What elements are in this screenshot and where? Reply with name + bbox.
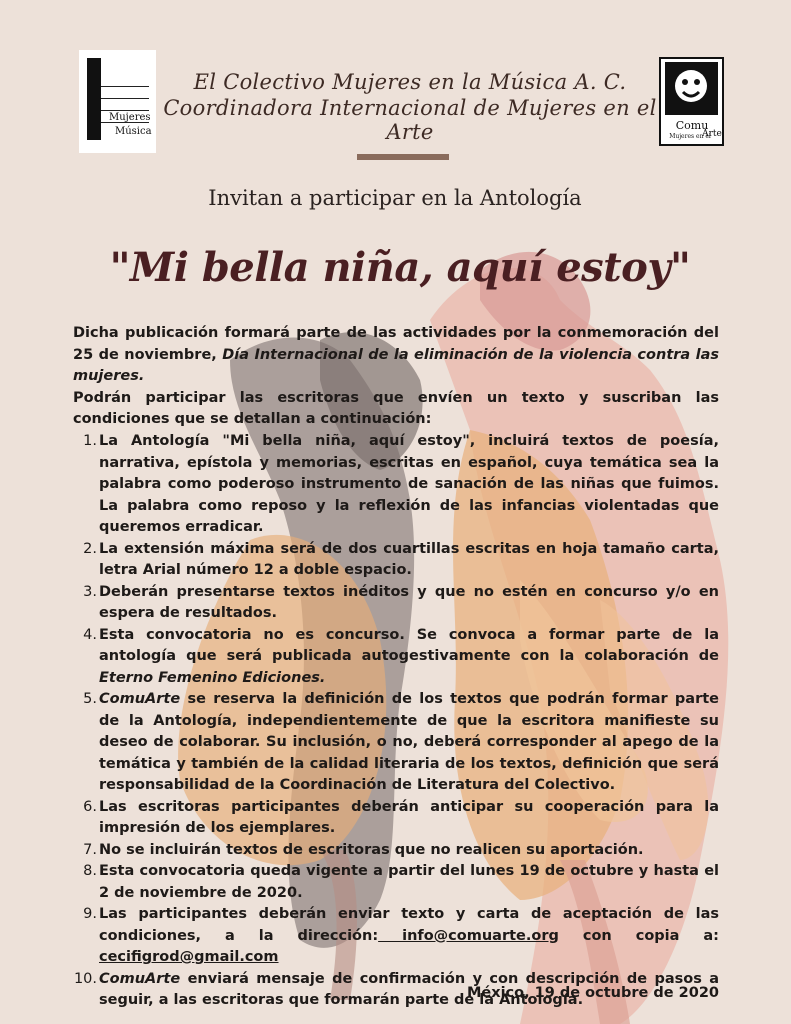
org-line-1: El Colectivo Mujeres en la Música A. C. <box>193 70 627 94</box>
list-item: 3. Deberán presentarse textos inéditos y que no estén en concurso y/o en espera de resultados. <box>83 583 719 621</box>
anthology-title: "Mi bella niña, aquí estoy" <box>109 244 691 291</box>
mujeres-musica-logo <box>79 50 156 153</box>
comuarte-logo <box>659 57 724 146</box>
logo-right-line1: Comu <box>675 119 709 132</box>
list-item: 6. Las escritoras participantes deberán anticipar su cooperación para la impresión de los ejemplares. <box>83 798 719 836</box>
intro-text-a: Dicha publicación formará parte de las actividades por la conmemoración del 25 de noviembre, <box>73 325 719 363</box>
list-item: 8. Esta convocatoria queda vigente a partir del lunes 19 de octubre y hasta el 2 de noviembre de 2020. <box>83 863 719 901</box>
list-item: 2. La extensión máxima será de dos cuartillas escritas en hoja tamaño carta, letra Arial número 12 a doble espacio. <box>83 540 719 578</box>
intro-paragraph <box>73 323 719 431</box>
logo-left-line1: Mujeres <box>109 112 151 123</box>
header-divider <box>357 154 449 160</box>
theatre-mask-icon <box>665 62 718 115</box>
list-item: 5. ComuArte se reserva la definición de los textos que podrán formar parte de la Antología, independientemente de que la escritora manifieste su deseo de colaborar. Su inclusión, o no, deberá corresponder al apego de la temática y también de la calidad literaria de los textos, definición que será responsabilidad de la Coordinación de Literatura del Colectivo. <box>83 691 719 793</box>
email-link-cecifigrod[interactable]: cecifigrod@gmail.com <box>99 949 279 965</box>
list-item: 9. Las participantes deberán enviar texto y carta de aceptación de las condiciones, a la dirección: info@comuarte.org con copia a: cecifigrod@gmail.com <box>83 906 719 965</box>
logo-right-line3: Arte <box>702 129 722 139</box>
logo-left-line2: Música <box>115 126 152 137</box>
intro-text-c: Podrán participar las escritoras que envíen un texto y suscriban las condiciones que se detallan a continuación: <box>73 389 719 427</box>
piano-keys-graphic <box>87 58 101 140</box>
footer-date: México, 19 de octubre de 2020 <box>466 985 719 1001</box>
list-item: 7. No se incluirán textos de escritoras que no realicen su aportación. <box>83 841 644 858</box>
email-link-info[interactable]: info@comuarte.org <box>378 927 559 944</box>
list-item: 1. La Antología "Mi bella niña, aquí estoy", incluirá textos de poesía, narrativa, epístola y memorias, escritas en español, cuya temática sea la palabra como poderoso instrumento de sanación de las niñas que fuimos. La palabra como reposo y la reflexión de las infancias violentadas que queremos erradicar. <box>83 433 719 535</box>
list-item: 10. ComuArte enviará mensaje de confirmación y con descripción de pasos a seguir, a las escritoras que formarán parte de la Antología. <box>73 970 719 1008</box>
list-item: 4. Esta convocatoria no es concurso. Se convoca a formar parte de la antología que será publicada autogestivamente con la colaboración de Eterno Femenino Ediciones. <box>83 626 719 686</box>
intro-text-b: Día Internacional de la eliminación de la violencia contra las mujeres. <box>73 346 719 384</box>
org-line-2: Coordinadora Internacional de Mujeres en el Arte <box>163 96 657 144</box>
logo-right-line2: Mujeres en el <box>669 133 711 140</box>
invite-heading: Invitan a participar en la Antología <box>208 186 582 210</box>
conditions-list <box>73 431 719 1012</box>
